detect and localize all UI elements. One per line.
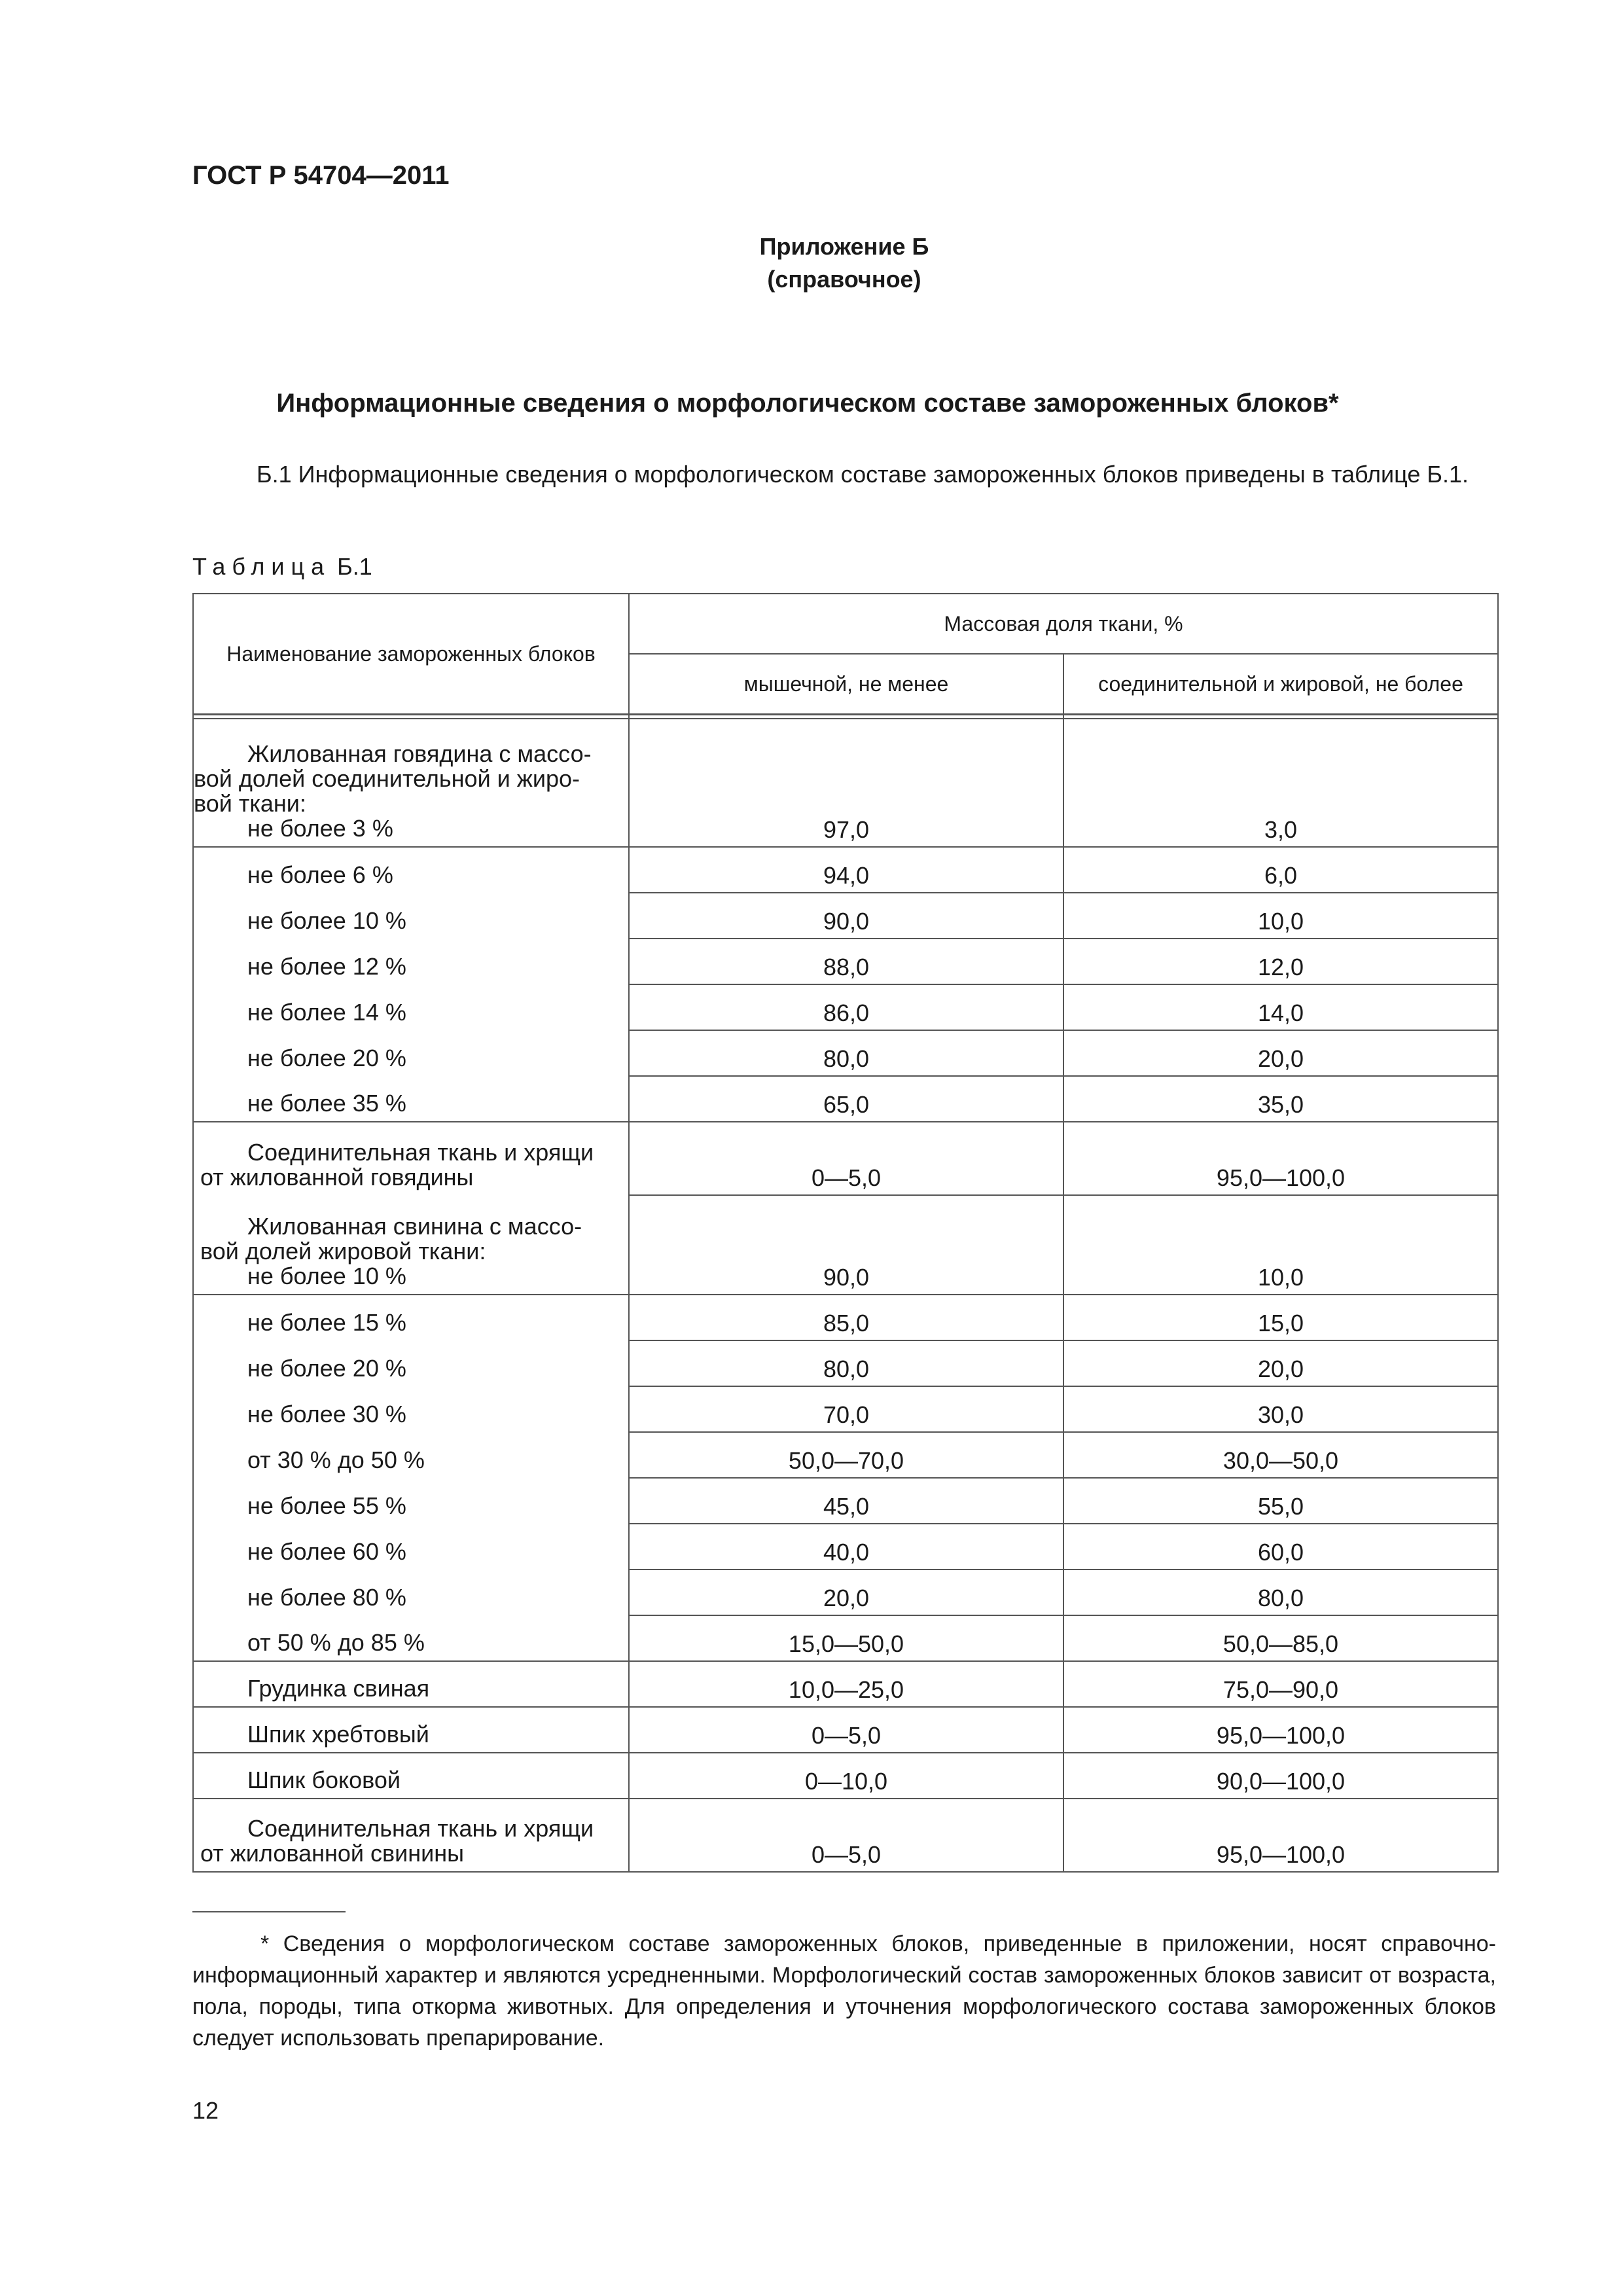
table-row bbox=[193, 1799, 1498, 1872]
cell-connective: 15,0 bbox=[1063, 1295, 1498, 1340]
table-row bbox=[193, 1707, 1498, 1753]
cell-connective: 20,0 bbox=[1063, 1030, 1498, 1076]
row-name: не более 30 % bbox=[193, 1386, 629, 1432]
cell-connective: 80,0 bbox=[1063, 1570, 1498, 1615]
table-row bbox=[193, 893, 1498, 939]
table-caption-number: Б.1 bbox=[337, 553, 372, 580]
cell-muscle: 20,0 bbox=[629, 1570, 1063, 1615]
header-mass-fraction: Массовая доля ткани, % bbox=[629, 594, 1498, 654]
row-name bbox=[193, 1195, 629, 1295]
page-number: 12 bbox=[192, 2097, 219, 2124]
row-name: Грудинка свиная bbox=[193, 1661, 629, 1707]
table-row bbox=[193, 1661, 1498, 1707]
group-title-line: вой долей соединительной и жиро- bbox=[194, 765, 580, 792]
table-row bbox=[193, 719, 1498, 847]
cell-connective: 12,0 bbox=[1063, 939, 1498, 984]
header-name: Наименование замороженных блоков bbox=[193, 594, 629, 715]
footnote-divider bbox=[192, 1911, 346, 1912]
row-name: не более 10 % bbox=[193, 893, 629, 939]
section-title: Информационные сведения о морфологическом составе замороженных блоков* bbox=[276, 389, 1339, 418]
cell-connective: 14,0 bbox=[1063, 984, 1498, 1030]
row-name: не более 60 % bbox=[193, 1524, 629, 1570]
footnote: * Сведения о морфологическом составе замороженных блоков, приведенные в приложении, носят справочно-информационный характер и являются усредненными. Морфологический состав замороженных блоков зависит от возраста, пола, породы, типа откорма животных. Для определения и уточнения морфологического состава замороженных блоков следует использовать препарирование. bbox=[192, 1931, 1496, 2051]
cell-connective: 30,0—50,0 bbox=[1063, 1432, 1498, 1478]
row-name-line: от жилованной свинины bbox=[200, 1840, 464, 1867]
cell-connective: 60,0 bbox=[1063, 1524, 1498, 1570]
table-row bbox=[193, 1478, 1498, 1524]
row-name: не более 20 % bbox=[193, 1030, 629, 1076]
row-name: Шпик хребтовый bbox=[193, 1707, 629, 1753]
cell-connective: 10,0 bbox=[1063, 893, 1498, 939]
row-name: от 30 % до 50 % bbox=[193, 1432, 629, 1478]
appendix-heading bbox=[0, 230, 1623, 296]
table-caption bbox=[192, 553, 372, 581]
cell-muscle: 80,0 bbox=[629, 1340, 1063, 1386]
row-name bbox=[193, 719, 629, 847]
table-row bbox=[193, 1753, 1498, 1799]
cell-connective: 6,0 bbox=[1063, 847, 1498, 893]
table-row bbox=[193, 1195, 1498, 1295]
appendix-title: Приложение Б bbox=[759, 233, 929, 260]
cell-connective: 20,0 bbox=[1063, 1340, 1498, 1386]
table-row bbox=[193, 1615, 1498, 1661]
table-row bbox=[193, 1432, 1498, 1478]
row-name-line: от жилованной говядины bbox=[200, 1164, 474, 1191]
row-name: не более 14 % bbox=[193, 984, 629, 1030]
cell-connective: 50,0—85,0 bbox=[1063, 1615, 1498, 1661]
cell-connective: 55,0 bbox=[1063, 1478, 1498, 1524]
header-connective: соединительной и жировой, не более bbox=[1063, 654, 1498, 715]
header-muscle: мышечной, не менее bbox=[629, 654, 1063, 715]
cell-connective: 90,0—100,0 bbox=[1063, 1753, 1498, 1799]
group-title-line: Жилованная свинина с массо- bbox=[247, 1213, 582, 1240]
cell-muscle: 88,0 bbox=[629, 939, 1063, 984]
table-caption-word: Таблица bbox=[192, 553, 331, 580]
cell-connective: 95,0—100,0 bbox=[1063, 1707, 1498, 1753]
composition-table bbox=[192, 593, 1499, 1873]
row-name: не более 55 % bbox=[193, 1478, 629, 1524]
row-name: не более 15 % bbox=[193, 1295, 629, 1340]
cell-muscle: 86,0 bbox=[629, 984, 1063, 1030]
table-row bbox=[193, 1122, 1498, 1195]
cell-connective: 10,0 bbox=[1063, 1195, 1498, 1295]
cell-muscle: 0—10,0 bbox=[629, 1753, 1063, 1799]
cell-muscle: 0—5,0 bbox=[629, 1799, 1063, 1872]
cell-muscle: 97,0 bbox=[629, 719, 1063, 847]
row-name-line: Соединительная ткань и хрящи bbox=[247, 1815, 594, 1842]
intro-paragraph: Б.1 Информационные сведения о морфологическом составе замороженных блоков приведены в таблице Б.1. bbox=[257, 461, 1469, 488]
group-title-line: вой долей жировой ткани: bbox=[200, 1238, 486, 1265]
cell-muscle: 80,0 bbox=[629, 1030, 1063, 1076]
table-row bbox=[193, 939, 1498, 984]
table-row bbox=[193, 1524, 1498, 1570]
cell-connective: 95,0—100,0 bbox=[1063, 1799, 1498, 1872]
cell-muscle: 40,0 bbox=[629, 1524, 1063, 1570]
cell-muscle: 85,0 bbox=[629, 1295, 1063, 1340]
table-row bbox=[193, 1570, 1498, 1615]
appendix-type: (справочное) bbox=[767, 266, 921, 293]
group-title-line: Жилованная говядина с массо- bbox=[247, 740, 592, 767]
row-name: не более 12 % bbox=[193, 939, 629, 984]
row-name: от 50 % до 85 % bbox=[193, 1615, 629, 1661]
row-name: не более 6 % bbox=[193, 847, 629, 893]
cell-muscle: 0—5,0 bbox=[629, 1122, 1063, 1195]
cell-muscle: 10,0—25,0 bbox=[629, 1661, 1063, 1707]
cell-connective: 95,0—100,0 bbox=[1063, 1122, 1498, 1195]
row-name: Шпик боковой bbox=[193, 1753, 629, 1799]
cell-muscle: 65,0 bbox=[629, 1076, 1063, 1122]
row-name: не более 80 % bbox=[193, 1570, 629, 1615]
cell-muscle: 90,0 bbox=[629, 893, 1063, 939]
table-row bbox=[193, 1030, 1498, 1076]
row-name: не более 35 % bbox=[193, 1076, 629, 1122]
cell-connective: 75,0—90,0 bbox=[1063, 1661, 1498, 1707]
cell-muscle: 50,0—70,0 bbox=[629, 1432, 1063, 1478]
table-row bbox=[193, 1076, 1498, 1122]
cell-muscle: 15,0—50,0 bbox=[629, 1615, 1063, 1661]
table-row bbox=[193, 1340, 1498, 1386]
cell-muscle: 45,0 bbox=[629, 1478, 1063, 1524]
cell-muscle: 0—5,0 bbox=[629, 1707, 1063, 1753]
table-row bbox=[193, 984, 1498, 1030]
table-row bbox=[193, 1295, 1498, 1340]
group-title-line: вой ткани: bbox=[194, 790, 306, 817]
cell-connective: 30,0 bbox=[1063, 1386, 1498, 1432]
row-name-text: не более 10 % bbox=[247, 1263, 406, 1289]
cell-connective: 3,0 bbox=[1063, 719, 1498, 847]
document-code: ГОСТ Р 54704—2011 bbox=[192, 161, 450, 190]
row-name bbox=[193, 1122, 629, 1195]
row-name: не более 20 % bbox=[193, 1340, 629, 1386]
table-row bbox=[193, 847, 1498, 893]
row-name-line: Соединительная ткань и хрящи bbox=[247, 1139, 594, 1166]
row-name-text: не более 3 % bbox=[247, 815, 393, 842]
cell-muscle: 90,0 bbox=[629, 1195, 1063, 1295]
cell-muscle: 94,0 bbox=[629, 847, 1063, 893]
cell-muscle: 70,0 bbox=[629, 1386, 1063, 1432]
row-name bbox=[193, 1799, 629, 1872]
cell-connective: 35,0 bbox=[1063, 1076, 1498, 1122]
table-row bbox=[193, 1386, 1498, 1432]
